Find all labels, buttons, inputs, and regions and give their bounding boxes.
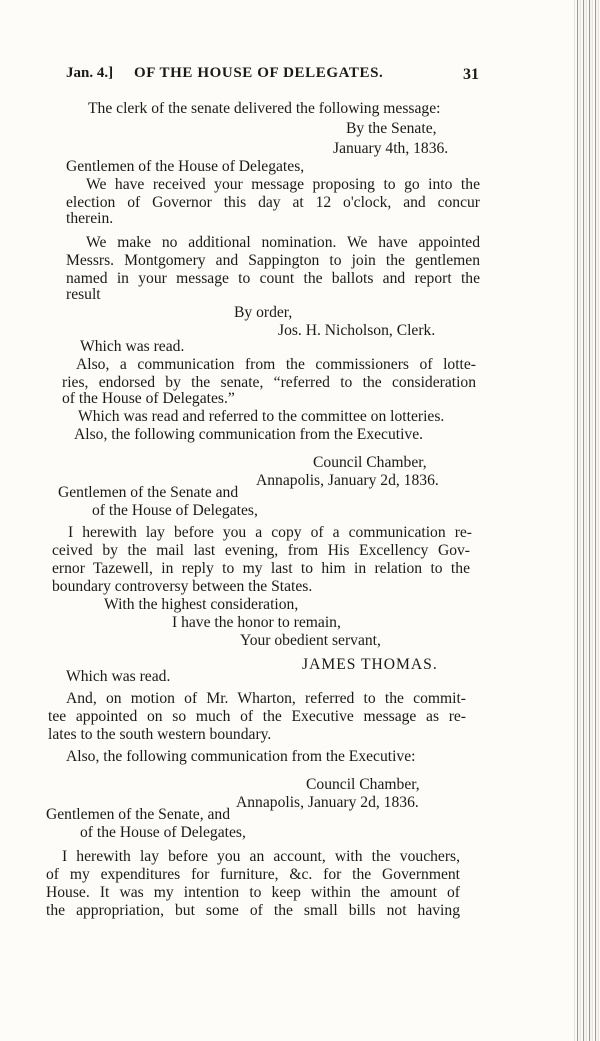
text-line: Also, a communication from the commissioners of lotte- (76, 356, 476, 373)
text-line: Council Chamber, (306, 776, 420, 793)
text-line: Also, the following communication from the Executive: (66, 748, 416, 765)
text-line: With the highest consideration, (104, 596, 299, 613)
text-line: Gentlemen of the Senate and (58, 484, 239, 501)
text-line: of the House of Delegates, (80, 824, 246, 841)
text-line: Also, the following communication from the Executive. (74, 426, 424, 443)
text-line: By order, (234, 304, 293, 321)
text-line: Which was read and referred to the committee on lotteries. (78, 408, 445, 425)
text-line: the appropriation, but some of the small bills not having (46, 902, 460, 919)
text-line: tee appointed on so much of the Executive message as re- (48, 708, 466, 725)
text-line: boundary controversy between the States. (52, 578, 313, 595)
running-head-date: Jan. 4.] (66, 65, 114, 81)
text-line: I herewith lay before you a copy of a communication re- (68, 524, 472, 541)
text-line: And, on motion of Mr. Wharton, referred to the commit- (66, 690, 466, 707)
text-line: Council Chamber, (313, 454, 427, 471)
text-line: ries, endorsed by the senate, “referred to the consideration (62, 374, 476, 391)
text-line: named in your message to count the ballots and report the (66, 270, 480, 287)
text-line: lates to the south western boundary. (48, 726, 272, 743)
text-line: result (66, 286, 101, 303)
text-line: Gentlemen of the House of Delegates, (66, 158, 305, 175)
text-line: Annapolis, January 2d, 1836. (236, 794, 419, 811)
page-number: 31 (463, 66, 479, 83)
signature-clerk: Jos. H. Nicholson, Clerk. (278, 322, 436, 339)
text-line: of my expenditures for furniture, &c. for the Government (46, 866, 460, 883)
text-line: I herewith lay before you an account, with the vouchers, (62, 848, 460, 865)
text-line: Which was read. (66, 668, 171, 685)
text-line: Annapolis, January 2d, 1836. (256, 472, 439, 489)
text-line: January 4th, 1836. (333, 140, 449, 157)
text-line: therein. (66, 210, 114, 227)
text-line: ceived by the mail last evening, from His Excellency Gov- (52, 542, 470, 559)
text-line: ernor Tazewell, in reply to my last to him in relation to the (52, 560, 470, 577)
running-head-title: OF THE HOUSE OF DELEGATES. (134, 65, 384, 81)
text-line: By the Senate, (346, 120, 437, 137)
text-line: I have the honor to remain, (172, 614, 341, 631)
text-line: Which was read. (80, 338, 185, 355)
text-line: Gentlemen of the Senate, and (46, 806, 231, 823)
text-line: of the House of Delegates, (92, 502, 258, 519)
signature-thomas: JAMES THOMAS. (302, 656, 438, 673)
text-line: The clerk of the senate delivered the following message: (88, 100, 441, 117)
text-line: We make no additional nomination. We have appointed (86, 234, 480, 251)
text-line: Messrs. Montgomery and Sappington to join the gentlemen (66, 252, 480, 269)
text-line: House. It was my intention to keep within the amount of (46, 884, 460, 901)
text-line: Your obedient servant, (240, 632, 381, 649)
text-line: election of Governor this day at 12 o'clock, and concur (66, 194, 480, 211)
text-line: of the House of Delegates.” (62, 390, 235, 407)
text-line: We have received your message proposing to go into the (86, 176, 480, 193)
page-edge-shadow (574, 0, 600, 1041)
